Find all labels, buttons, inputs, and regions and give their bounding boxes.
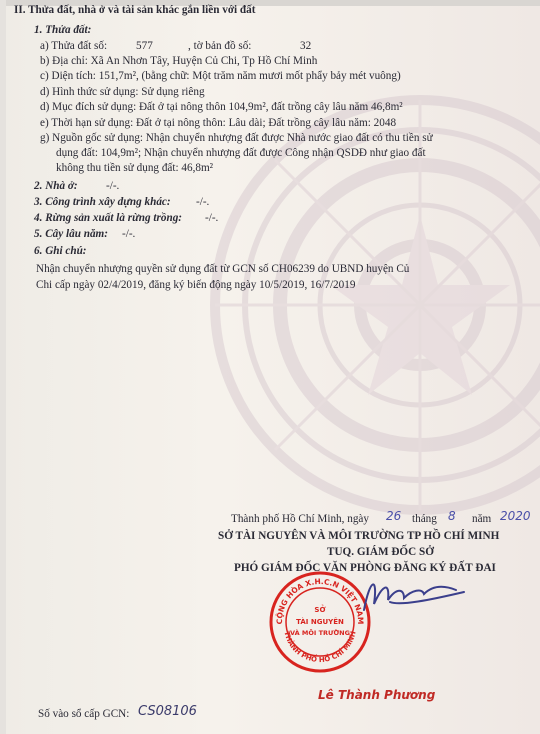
notes-line-1: Nhận chuyển nhượng quyền sử dụng đất từ GCN số CH06239 do UBND huyện Củ xyxy=(36,263,410,275)
left-border xyxy=(0,0,6,734)
year-label: năm xyxy=(472,513,492,525)
month-label: tháng xyxy=(412,513,437,525)
map-sheet-value: 32 xyxy=(300,40,312,52)
on-behalf-line: TUQ. GIÁM ĐỐC SỞ xyxy=(327,546,434,558)
origin-line-2: dụng đất: 104,9m²; Nhận chuyển nhượng đất được Công nhận QSDĐ như giao đất xyxy=(56,147,426,159)
stamp-bottom-text: THÀNH PHỐ HỒ CHÍ MINH xyxy=(282,630,358,665)
notes-label: 6. Ghi chú: xyxy=(34,245,87,257)
place-date-prefix: Thành phố Hồ Chí Minh, ngày xyxy=(231,513,369,525)
notes-line-2: Chi cấp ngày 02/4/2019, đăng ký biến động ngày 10/5/2019, 16/7/2019 xyxy=(36,279,356,291)
origin-line-3: không thu tiền sử dụng đất: 46,8m² xyxy=(56,162,214,174)
parcel-number-value: 577 xyxy=(136,40,153,52)
house-value: -/-. xyxy=(106,180,120,192)
trees-label: 5. Cây lâu năm: xyxy=(34,228,108,240)
date-day: 26 xyxy=(386,509,402,523)
map-sheet-label: , tờ bản đồ số: xyxy=(188,40,252,52)
forest-label: 4. Rừng sản xuất là rừng trồng: xyxy=(34,212,183,224)
house-label: 2. Nhà ở: xyxy=(34,180,78,192)
registry-number: CS08106 xyxy=(138,704,197,719)
parcel-number-label: a) Thửa đất số: xyxy=(40,40,108,52)
origin-line-1: g) Nguồn gốc sử dụng: Nhận chuyển nhượng đất được Nhà nước giao đất có thu tiền sử xyxy=(40,132,433,144)
stamp-center-1: SỞ xyxy=(314,606,326,614)
trees-value: -/-. xyxy=(122,228,136,240)
forest-value: -/-. xyxy=(205,212,219,224)
usage-purpose-line: d) Mục đích sử dụng: Đất ở tại nông thôn 104,9m², đất trồng cây lâu năm 46,8m² xyxy=(40,101,403,113)
date-month: 8 xyxy=(448,509,456,523)
construction-label: 3. Công trình xây dựng khác: xyxy=(34,196,171,208)
position-title: PHÓ GIÁM ĐỐC VĂN PHÒNG ĐĂNG KÝ ĐẤT ĐAI xyxy=(234,562,496,574)
department-name: SỞ TÀI NGUYÊN VÀ MÔI TRƯỜNG TP HỒ CHÍ MINH xyxy=(218,530,500,542)
land-heading: 1. Thửa đất: xyxy=(34,24,92,36)
construction-value: -/-. xyxy=(196,196,210,208)
official-red-stamp xyxy=(268,570,372,674)
stamp-center-3: VÀ MÔI TRƯỜNG xyxy=(290,629,350,637)
stamp-outer-text: CỘNG HÒA X.H.C.N VIỆT NAM xyxy=(274,576,366,625)
usage-form-line: d) Hình thức sử dụng: Sử dụng riêng xyxy=(40,86,205,98)
handwritten-signature xyxy=(360,570,470,630)
usage-term-line: e) Thời hạn sử dụng: Đất ở tại nông thôn: Lâu dài; Đất trồng cây lâu năm: 2048 xyxy=(40,117,397,129)
area-line: c) Diện tích: 151,7m², (bằng chữ: Một trăm năm mươi mốt phẩy bảy mét vuông) xyxy=(40,70,401,82)
registry-label: Số vào sổ cấp GCN: xyxy=(38,708,130,720)
section-title: II. Thửa đất, nhà ở và tài sản khác gắn liền với đất xyxy=(14,4,256,16)
signer-name: Lê Thành Phương xyxy=(318,688,436,702)
date-year: 2020 xyxy=(500,509,531,523)
stamp-center-2: TÀI NGUYÊN xyxy=(296,618,344,626)
address-line: b) Địa chỉ: Xã An Nhơn Tây, Huyện Củ Chi, Tp Hồ Chí Minh xyxy=(40,55,318,67)
